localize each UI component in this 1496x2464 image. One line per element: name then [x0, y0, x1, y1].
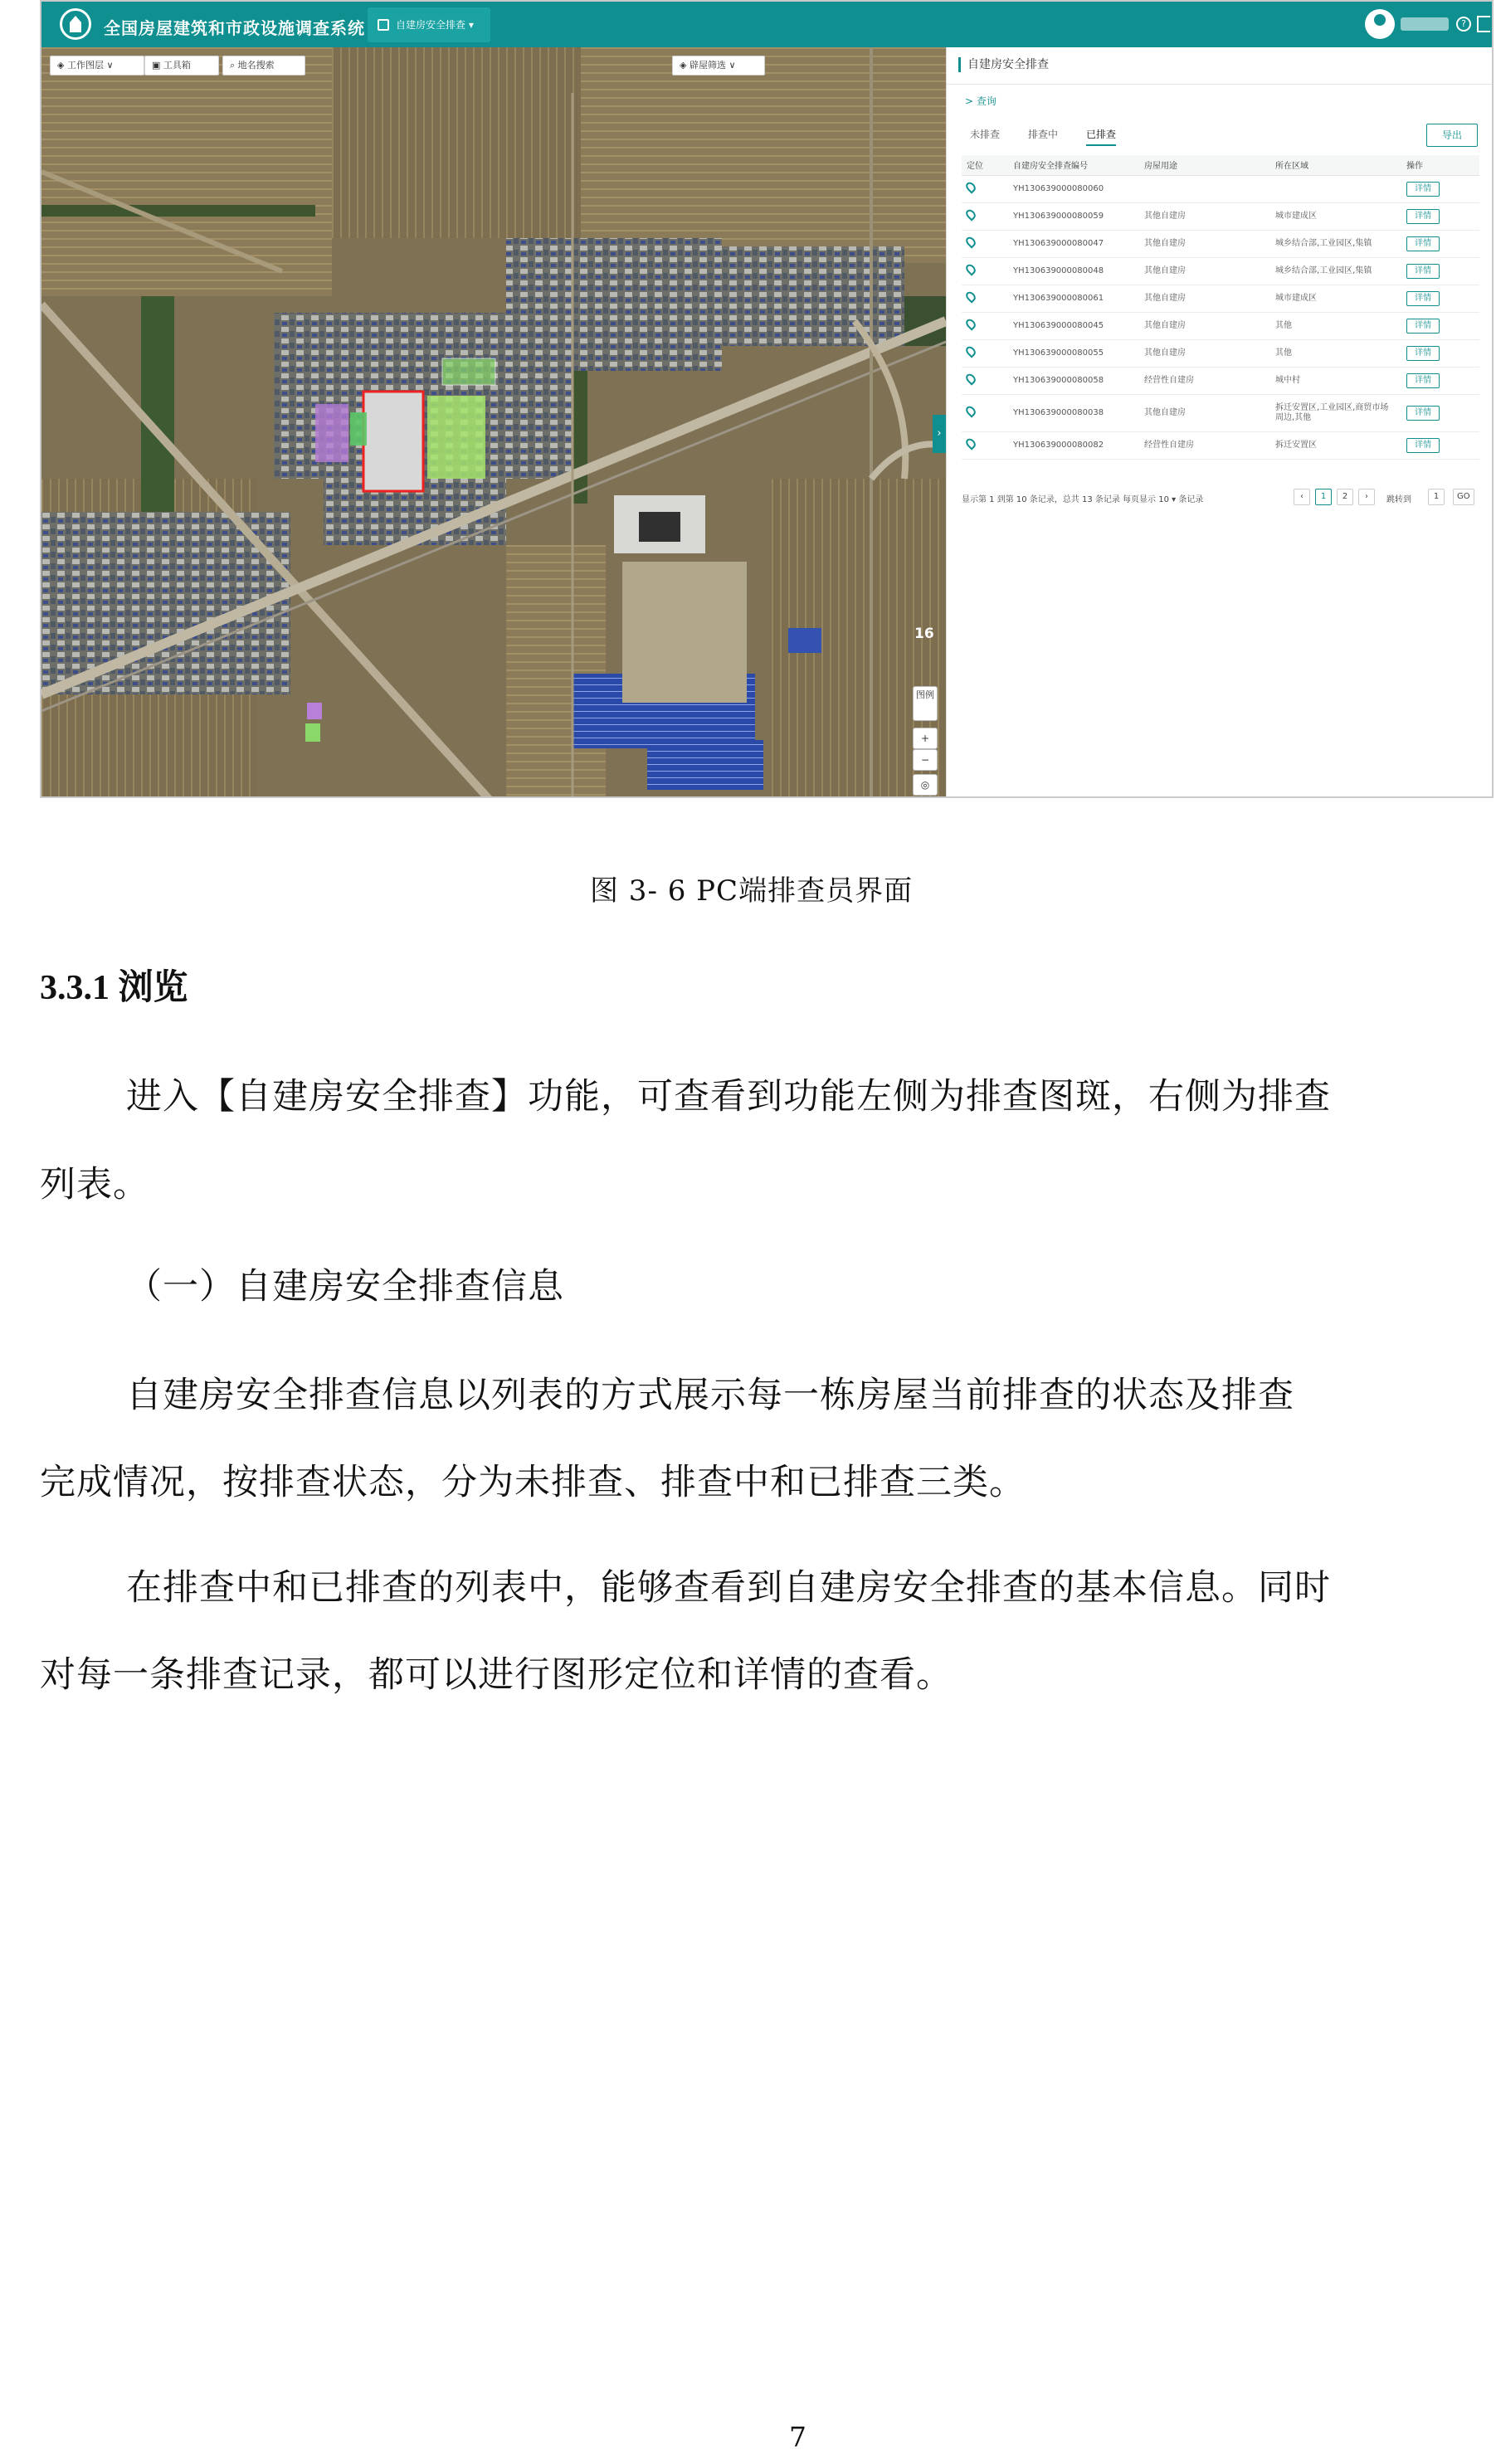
record-id: YH130639000080055	[1008, 339, 1139, 367]
house-use	[1139, 175, 1270, 202]
house-use: 其他自建房	[1139, 394, 1270, 431]
detail-button[interactable]: 详情	[1406, 373, 1440, 388]
house-filter-button[interactable]: ◈ 辟屋筛选 ∨	[672, 56, 765, 75]
detail-button[interactable]: 详情	[1406, 438, 1440, 453]
figure-caption: 图 3- 6 PC端排查员界面	[590, 874, 914, 908]
detail-button[interactable]: 详情	[1406, 209, 1440, 224]
column-header[interactable]: 自建房安全排查编号	[1008, 155, 1139, 175]
jump-label: 跳转到	[1386, 495, 1411, 504]
table-row	[962, 257, 1479, 285]
go-button[interactable]: GO	[1453, 489, 1474, 505]
filter-icon: ◈	[680, 60, 690, 71]
column-header: 定位	[962, 155, 1008, 175]
table-row	[962, 285, 1479, 312]
house-use: 经营性自建房	[1139, 431, 1270, 459]
record-id: YH130639000080047	[1008, 230, 1139, 257]
pagination-summary: 显示第 1 到第 10 条记录，总共 13 条记录 每页显示 10 ▾ 条记录	[962, 495, 1204, 504]
satellite-map[interactable]	[41, 47, 946, 798]
table-row	[962, 394, 1479, 431]
detail-button[interactable]: 详情	[1406, 236, 1440, 251]
region: 城市建成区	[1270, 285, 1401, 312]
module-icon	[378, 19, 389, 31]
region: 城乡结合部,工业园区,集镇	[1270, 257, 1401, 285]
tab-inspected[interactable]: 已排查	[1086, 127, 1116, 146]
record-id: YH130639000080061	[1008, 285, 1139, 312]
inspection-table	[962, 155, 1479, 460]
help-icon[interactable]: ?	[1456, 17, 1471, 32]
logout-icon[interactable]	[1477, 16, 1490, 32]
house-use: 其他自建房	[1139, 312, 1270, 339]
column-header[interactable]: 所在区域	[1270, 155, 1401, 175]
module-tab[interactable]	[368, 7, 490, 42]
panel-title: 自建房安全排查	[958, 57, 1049, 72]
legend-button[interactable]: 图例	[913, 686, 938, 721]
paragraph-line: 列表。	[40, 1164, 149, 1205]
zoom-in-button[interactable]: +	[913, 728, 938, 749]
table-row	[962, 312, 1479, 339]
detail-button[interactable]: 详情	[1406, 291, 1440, 306]
record-id: YH130639000080059	[1008, 202, 1139, 230]
detail-button[interactable]: 详情	[1406, 319, 1440, 334]
detail-button[interactable]: 详情	[1406, 406, 1440, 421]
locate-pin-icon[interactable]	[964, 235, 977, 248]
table-row	[962, 367, 1479, 394]
paragraph-line: 完成情况，按排查状态，分为未排查、排查中和已排查三类。	[40, 1462, 1026, 1503]
record-id: YH130639000080060	[1008, 175, 1139, 202]
detail-button[interactable]: 详情	[1406, 182, 1440, 197]
app-title: 全国房屋建筑和市政设施调查系统	[104, 18, 365, 38]
table-row	[962, 202, 1479, 230]
locate-pin-icon[interactable]	[964, 344, 977, 358]
prev-page-button[interactable]: ‹	[1294, 489, 1310, 505]
tab-inspecting[interactable]: 排查中	[1028, 129, 1059, 140]
pagination	[962, 487, 1484, 509]
username-blurred	[1401, 17, 1449, 31]
jump-page-input[interactable]: 1	[1428, 489, 1445, 505]
compass-icon[interactable]: ◎	[913, 774, 938, 796]
table-row	[962, 230, 1479, 257]
satellite-imagery	[41, 47, 946, 798]
record-id: YH130639000080048	[1008, 257, 1139, 285]
paragraph-line: 在排查中和已排查的列表中，能够查看到自建房安全排查的基本信息。同时	[126, 1567, 1331, 1609]
toolbox-icon: ▣	[152, 60, 163, 71]
column-header: 操作	[1401, 155, 1479, 175]
paragraph-line: 自建房安全排查信息以列表的方式展示每一栋房屋当前排查的状态及排查	[126, 1375, 1294, 1416]
screenshot-figure	[40, 0, 1494, 798]
locate-pin-icon[interactable]	[964, 436, 977, 450]
region: 拆迁安置区	[1270, 431, 1401, 459]
app-header	[41, 2, 1492, 47]
locate-pin-icon[interactable]	[964, 262, 977, 275]
paragraph-line: 进入【自建房安全排查】功能，可查看到功能左侧为排查图斑，右侧为排查	[126, 1076, 1331, 1118]
record-id: YH130639000080038	[1008, 394, 1139, 431]
record-id: YH130639000080058	[1008, 367, 1139, 394]
region: 其他	[1270, 312, 1401, 339]
page-button-2[interactable]: 2	[1337, 489, 1353, 505]
toolbox-button[interactable]: ▣ 工具箱	[144, 56, 219, 75]
page-number: 7	[789, 2421, 806, 2453]
tab-not-inspected[interactable]: 未排查	[970, 129, 1001, 140]
house-use: 经营性自建房	[1139, 367, 1270, 394]
module-label: 自建房安全排查 ▾	[396, 19, 474, 31]
region: 城市建成区	[1270, 202, 1401, 230]
place-search-button[interactable]: ⌕ 地名搜索	[222, 56, 305, 75]
export-button[interactable]: 导出	[1426, 124, 1478, 147]
collapse-panel-button[interactable]: ›	[933, 415, 946, 453]
column-header[interactable]: 房屋用途	[1139, 155, 1270, 175]
record-id: YH130639000080045	[1008, 312, 1139, 339]
search-icon: ⌕	[230, 60, 238, 71]
zoom-level-label: 16	[914, 626, 934, 642]
region: 其他	[1270, 339, 1401, 367]
next-page-button[interactable]: ›	[1358, 489, 1375, 505]
subheading: （一）自建房安全排查信息	[126, 1266, 564, 1307]
detail-button[interactable]: 详情	[1406, 264, 1440, 279]
detail-button[interactable]: 详情	[1406, 346, 1440, 361]
locate-pin-icon[interactable]	[964, 290, 977, 303]
house-use: 其他自建房	[1139, 339, 1270, 367]
house-use: 其他自建房	[1139, 230, 1270, 257]
work-layer-button[interactable]: ◈ 工作图层 ∨	[50, 56, 144, 75]
zoom-out-button[interactable]: −	[913, 749, 938, 771]
user-avatar[interactable]	[1365, 9, 1395, 39]
house-use: 其他自建房	[1139, 285, 1270, 312]
page-button-1[interactable]: 1	[1315, 489, 1332, 505]
record-id: YH130639000080082	[1008, 431, 1139, 459]
table-header-row	[962, 155, 1479, 175]
region: 拆迁安置区,工业园区,商贸市场周边,其他	[1270, 394, 1401, 431]
region	[1270, 175, 1401, 202]
locate-pin-icon[interactable]	[964, 317, 977, 330]
locate-pin-icon[interactable]	[964, 372, 977, 385]
locate-pin-icon[interactable]	[964, 404, 977, 417]
house-use: 其他自建房	[1139, 257, 1270, 285]
locate-pin-icon[interactable]	[964, 180, 977, 193]
inspection-panel	[946, 47, 1494, 798]
paragraph-line: 对每一条排查记录，都可以进行图形定位和详情的查看。	[40, 1654, 953, 1696]
panel-divider	[947, 84, 1494, 85]
table-row	[962, 175, 1479, 202]
house-use: 其他自建房	[1139, 202, 1270, 230]
locate-pin-icon[interactable]	[964, 207, 977, 221]
table-row	[962, 339, 1479, 367]
app-logo	[60, 8, 91, 40]
region: 城中村	[1270, 367, 1401, 394]
section-heading: 3.3.1 浏览	[40, 969, 188, 1007]
query-toggle[interactable]: > 查询	[965, 95, 997, 107]
layer-icon: ◈	[57, 60, 67, 71]
region: 城乡结合部,工业园区,集镇	[1270, 230, 1401, 257]
table-row	[962, 431, 1479, 459]
